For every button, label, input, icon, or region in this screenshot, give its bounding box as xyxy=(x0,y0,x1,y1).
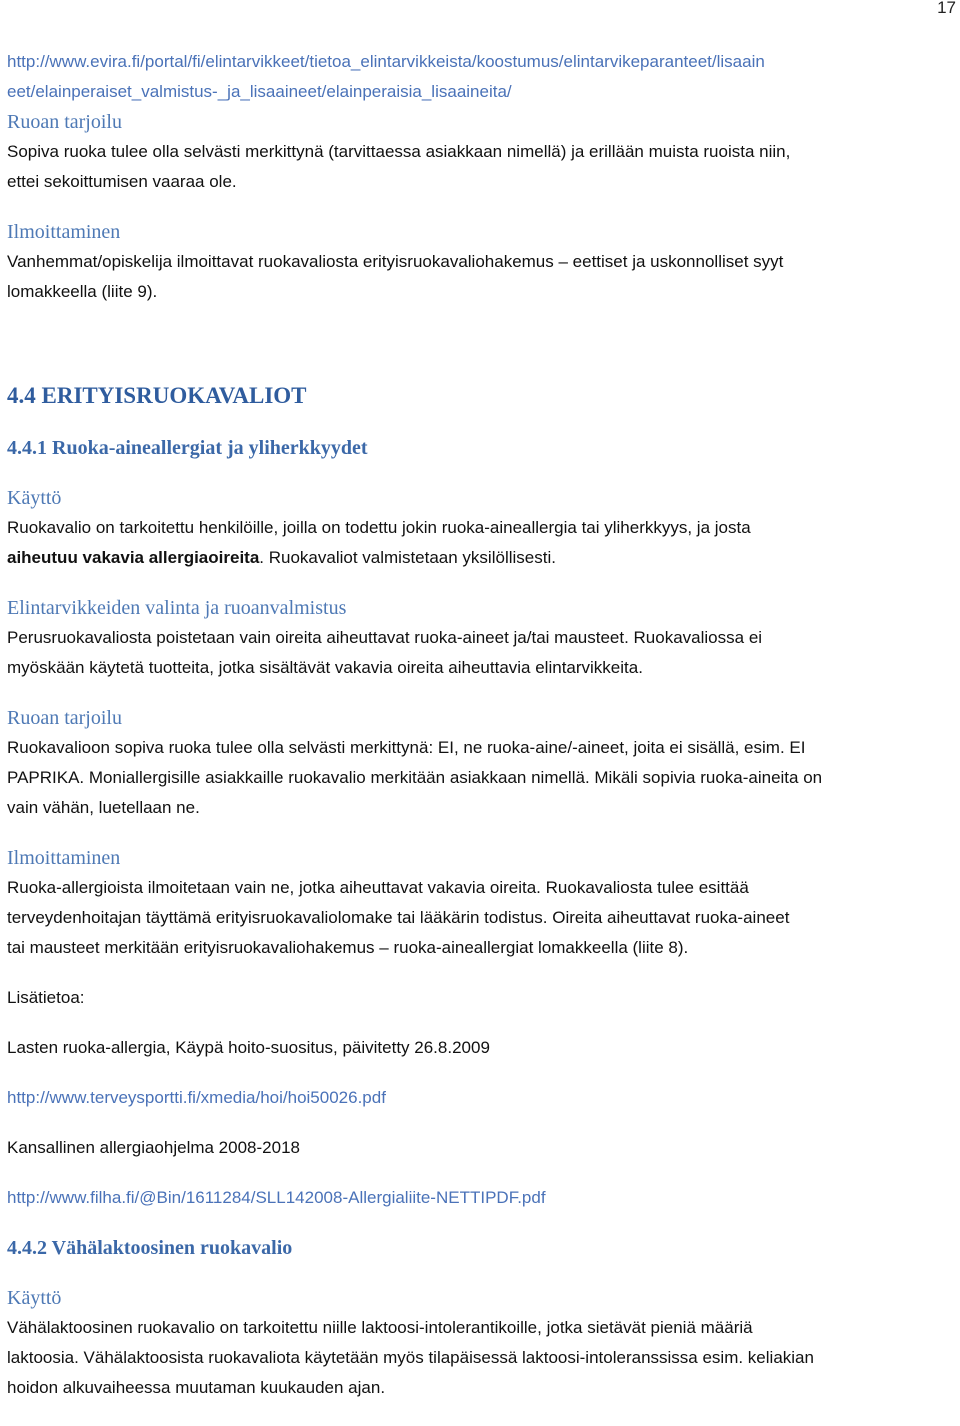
paragraph-line: ettei sekoittumisen vaaraa ole. xyxy=(7,172,237,191)
chapter-title: 4.4 ERITYISRUOKAVALIOT xyxy=(7,383,307,408)
heading-ilmoittaminen: Ilmoittaminen xyxy=(7,221,121,243)
paragraph-line: Perusruokavaliosta poistetaan vain oireita aiheuttavat ruoka-aineet ja/tai mausteet. Ruokavaliossa ei xyxy=(7,628,763,647)
heading-kaytto: Käyttö xyxy=(7,1287,62,1309)
heading-ruoan-tarjoilu: Ruoan tarjoilu xyxy=(7,707,122,729)
paragraph-line: vain vähän, luetellaan ne. xyxy=(7,798,200,817)
paragraph-line: myöskään käytetä tuotteita, jotka sisältävät vakavia oireita aiheuttavia elintarvikkeita. xyxy=(7,658,643,677)
paragraph-text: . Ruokavaliot valmistetaan yksilöllisesti. xyxy=(259,548,556,567)
document-body xyxy=(7,47,957,1403)
paragraph-line: Ruokavalio on tarkoitettu henkilöille, joilla on todettu jokin ruoka-aineallergia tai yliherkkyys, ja josta xyxy=(7,518,751,537)
paragraph-line: hoidon alkuvaiheessa muutaman kuukauden ajan. xyxy=(7,1378,386,1397)
terveysportti-link[interactable]: http://www.terveysportti.fi/xmedia/hoi/hoi50026.pdf xyxy=(7,1088,386,1107)
lisatietoa-label: Lisätietoa: xyxy=(7,988,85,1007)
paragraph-line: PAPRIKA. Moniallergisille asiakkaille ruokavalio merkitään asiakkaan nimellä. Mikäli sopivia ruoka-aineita on xyxy=(7,768,823,787)
heading-ilmoittaminen: Ilmoittaminen xyxy=(7,847,121,869)
heading-kaytto: Käyttö xyxy=(7,487,62,509)
paragraph-line: laktoosia. Vähälaktoosista ruokavaliota käytetään myös tilapäisessä laktoosi-intoleranssissa esim. keliakian xyxy=(7,1348,814,1367)
filha-link[interactable]: http://www.filha.fi/@Bin/1611284/SLL142008-Allergialiite-NETTIPDF.pdf xyxy=(7,1188,546,1207)
subsection-title-lactose: 4.4.2 Vähälaktoosinen ruokavalio xyxy=(7,1237,293,1259)
subsection-title-allergies: 4.4.1 Ruoka-aineallergiat ja yliherkkyydet xyxy=(7,437,368,459)
paragraph-line: Vähälaktoosinen ruokavalio on tarkoitettu niille laktoosi-intolerantikoille, jotka sietävät pieniä määriä xyxy=(7,1318,753,1337)
page-number: 17 xyxy=(937,0,956,17)
evira-link-line-1[interactable]: http://www.evira.fi/portal/fi/elintarvikkeet/tietoa_elintarvikkeista/koostumus/elintarvikeparanteet/lisaain xyxy=(7,52,765,71)
paragraph-line: Ruoka-allergioista ilmoitetaan vain ne, jotka aiheuttavat vakavia oireita. Ruokavaliosta tulee esittää xyxy=(7,878,749,897)
paragraph-line: lomakkeella (liite 9). xyxy=(7,282,158,301)
reference-title: Lasten ruoka-allergia, Käypä hoito-suositus, päivitetty 26.8.2009 xyxy=(7,1038,490,1057)
paragraph-line: terveydenhoitajan täyttämä erityisruokavaliolomake tai lääkärin todistus. Oireita aiheuttavat ruoka-aineet xyxy=(7,908,790,927)
evira-link-line-2[interactable]: eet/elainperaiset_valmistus-_ja_lisaaineet/elainperaisia_lisaaineita/ xyxy=(7,82,512,101)
heading-ruoan-tarjoilu: Ruoan tarjoilu xyxy=(7,111,122,133)
bold-text: aiheutuu vakavia allergiaoireita xyxy=(7,548,260,567)
reference-title: Kansallinen allergiaohjelma 2008-2018 xyxy=(7,1138,300,1157)
paragraph-line: tai mausteet merkitään erityisruokavaliohakemus – ruoka-aineallergiat lomakkeella (liite 8). xyxy=(7,938,689,957)
paragraph-line: Sopiva ruoka tulee olla selvästi merkittynä (tarvittaessa asiakkaan nimellä) ja erillään muista ruoista niin, xyxy=(7,142,791,161)
heading-elintarvikkeiden-valinta: Elintarvikkeiden valinta ja ruoanvalmistus xyxy=(7,597,347,619)
paragraph-line xyxy=(7,543,957,573)
paragraph-line: Ruokavalioon sopiva ruoka tulee olla selvästi merkittynä: EI, ne ruoka-aine/-aineet, joita ei sisällä, esim. EI xyxy=(7,738,806,757)
paragraph-line: Vanhemmat/opiskelija ilmoittavat ruokavaliosta erityisruokavaliohakemus – eettiset ja uskonnolliset syyt xyxy=(7,252,784,271)
